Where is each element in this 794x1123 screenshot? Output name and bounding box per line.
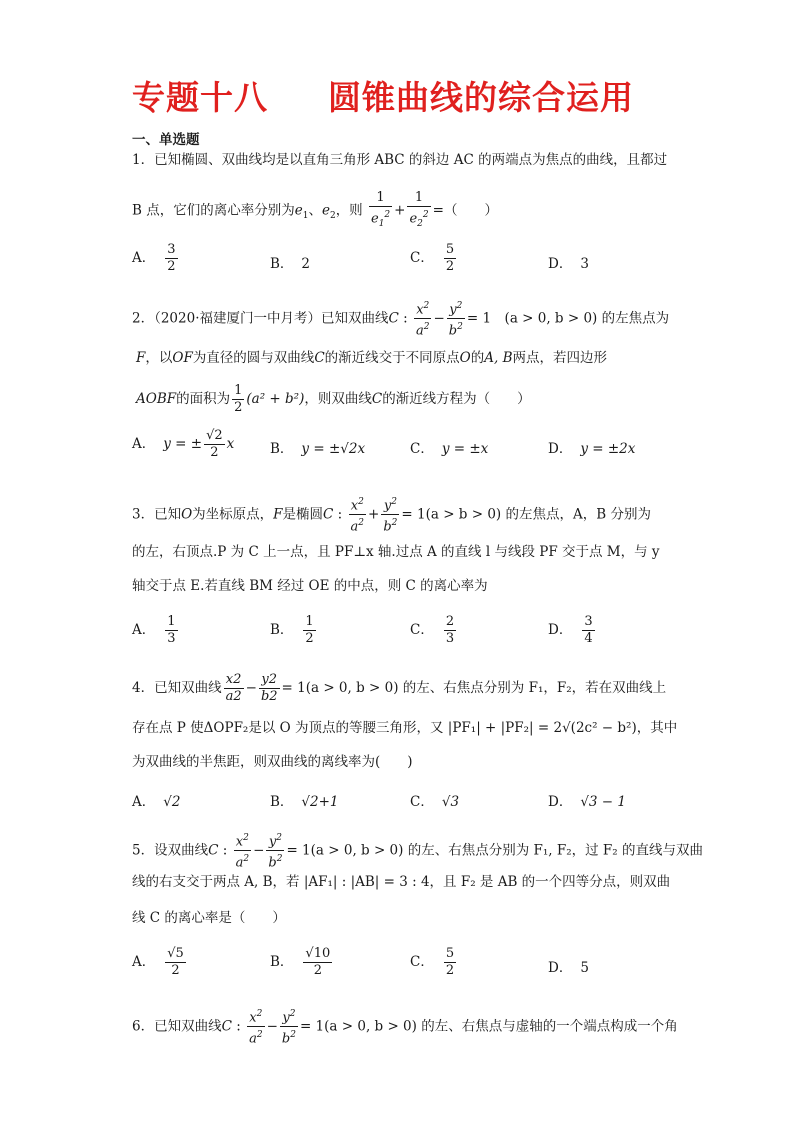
- q4-line3: 为双曲线的半焦距，则双曲线的离线率为( ): [132, 754, 413, 770]
- q2-line2: F，以OF为直径的圆与双曲线C的渐近线交于不同原点O的A, B两点，若四边形: [136, 350, 607, 366]
- q4-option-c: C． √3: [410, 794, 460, 810]
- q1-frac-2: $\frac{1}{e_2^2}$: [409, 190, 429, 229]
- section-heading: 一、单选题: [132, 132, 200, 148]
- title-part-1: 专题十八: [132, 78, 268, 117]
- q4-option-b: B． √2+1: [270, 794, 339, 810]
- q3-option-c: C． $\frac{2}{3}$: [410, 614, 455, 646]
- page-title: [132, 72, 672, 119]
- q5-option-c: C． $\frac{5}{2}$: [410, 946, 455, 978]
- q2-option-c: C． y = ±x: [410, 441, 489, 457]
- q4-line1: 4．已知双曲线 $\frac{x2}{a2}$ − $\frac{y2}{b2}$ = 1(a > 0, b > 0) 的左、右焦点分别为 F₁，F₂，若在双曲线上: [132, 672, 667, 704]
- q6-line1: 6．已知双曲线C : $\frac{x^2}{a^2}$ − $\frac{y^2}{b^2}$ = 1(a > 0, b > 0) 的左、右焦点与虚轴的一个端点构成一个角: [132, 1006, 678, 1048]
- q2-line3: AOBF的面积为 $\frac{1}{2}$ (a² + b²)，则双曲线C的渐近线方程为（ ）: [136, 383, 531, 415]
- q1-line1: 1．已知椭圆、双曲线均是以直角三角形 ABC 的斜边 AC 的两端点为焦点的曲线，且都过: [132, 152, 668, 168]
- q5-option-d: D． 5: [548, 960, 589, 976]
- q1-option-d: D． 3: [548, 256, 589, 272]
- q2-option-b: B． y = ±√2x: [270, 441, 366, 457]
- q3-line1: 3．已知O为坐标原点，F是椭圆C : $\frac{x^2}{a^2}$ + $\frac{y^2}{b^2}$ = 1(a > b > 0) 的左焦点，A，B 分别为: [132, 494, 651, 536]
- q2-option-d: D． y = ±2x: [548, 441, 636, 457]
- q5-line1: 5．设双曲线C : $\frac{x^2}{a^2}$ − $\frac{y^2}{b^2}$ = 1(a > 0, b > 0) 的左、右焦点分别为 F₁, F₂，过 F₂ 的直线与双曲: [132, 830, 703, 872]
- q2-line1: 2．（2020·福建厦门一中月考）已知双曲线C : $\frac{x^2}{a^2}$ − $\frac{y^2}{b^2}$ = 1 (a > 0, b > 0) 的左焦点为: [132, 298, 669, 340]
- q4-option-a: A． √2: [132, 794, 181, 810]
- q3-option-d: D． $\frac{3}{4}$: [548, 614, 593, 646]
- q5-line2: 线的右支交于两点 A, B，若 |AF₁| : |AB| = 3 : 4，且 F₂ 是 AB 的一个四等分点，则双曲: [132, 874, 671, 890]
- q1-frac-1: $\frac{1}{e_1^2}$: [370, 190, 391, 229]
- q4-option-d: D． √3 − 1: [548, 794, 627, 810]
- q5-option-b: B． $\frac{√10}{2}$: [270, 946, 331, 978]
- q2-option-a: A． y = ± $\frac{√2}{2}$ x: [132, 428, 235, 460]
- title-part-2: 圆锥曲线的综合运用: [328, 78, 634, 117]
- q4-line2: 存在点 P 使ΔOPF₂是以 O 为顶点的等腰三角形，又 |PF₁| + |PF₂| = 2√(2c² − b²)，其中: [132, 720, 678, 736]
- q5-option-a: A． $\frac{√5}{2}$: [132, 946, 184, 978]
- q1-option-c: C． $\frac{5}{2}$: [410, 242, 455, 274]
- q5-line3: 线 C 的离心率是（ ）: [132, 910, 286, 926]
- q3-line2: 的左，右顶点.P 为 C 上一点，且 PF⊥x 轴.过点 A 的直线 l 与线段 PF 交于点 M，与 y: [132, 544, 660, 560]
- q3-option-a: A． $\frac{1}{3}$: [132, 614, 176, 646]
- q3-line3: 轴交于点 E.若直线 BM 经过 OE 的中点，则 C 的离心率为: [132, 578, 488, 594]
- q1-option-b: B． 2: [270, 256, 311, 272]
- q3-option-b: B． $\frac{1}{2}$: [270, 614, 314, 646]
- q1-option-a: A． $\frac{3}{2}$: [132, 242, 176, 274]
- q1-line2: B 点，它们的离心率分别为$e_1$、$e_2$，则 $\frac{1}{e_1^2}$ + $\frac{1}{e_2^2}$ =（ ）: [132, 190, 498, 232]
